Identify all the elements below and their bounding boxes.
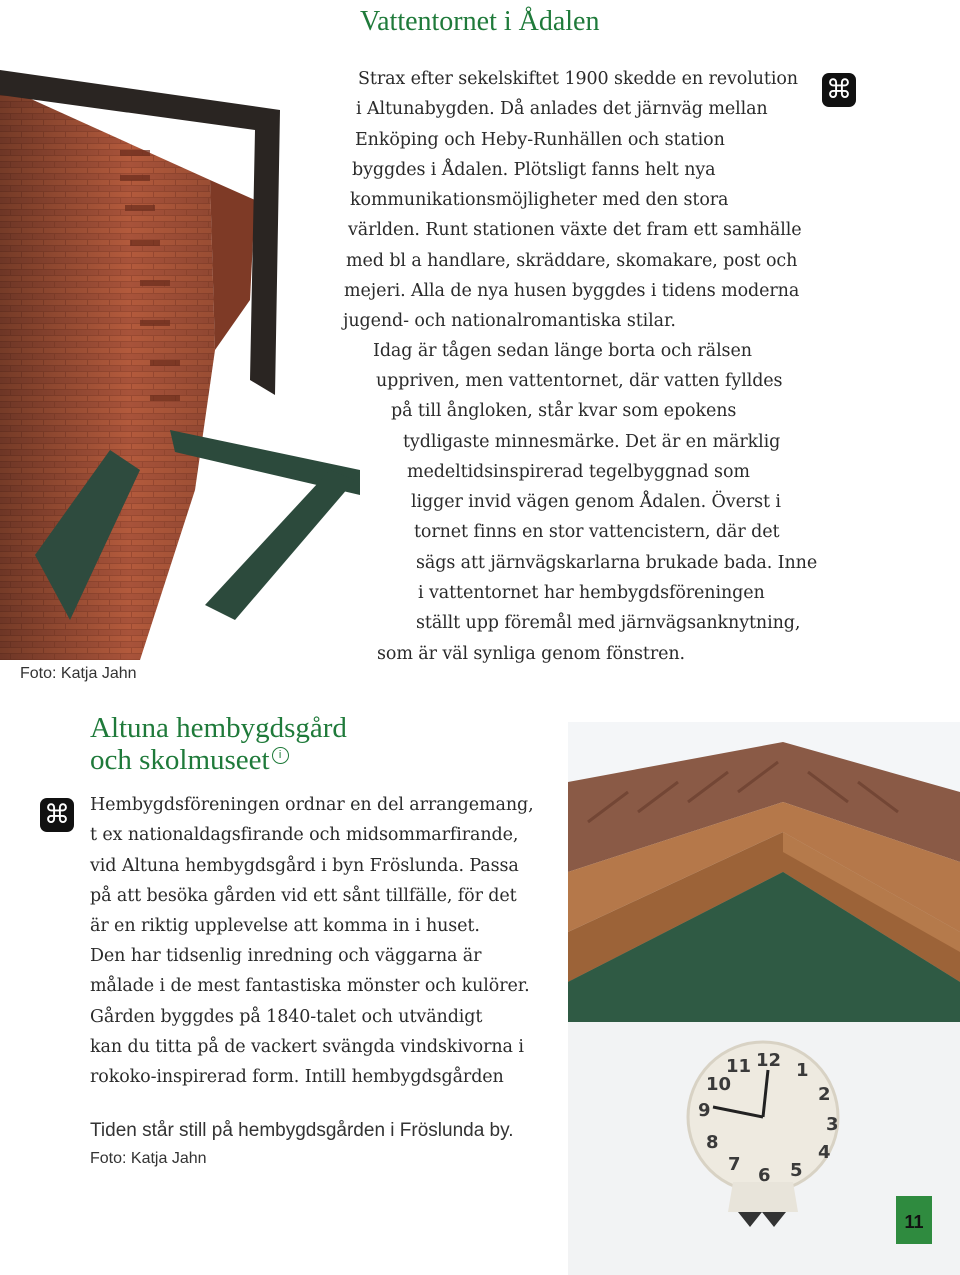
clock-numeral: 9 xyxy=(698,1100,711,1121)
text-line: på att besöka gården vid ett sånt tillfälle, för det xyxy=(90,886,517,906)
text-line: uppriven, men vattentornet, där vatten fylldes xyxy=(376,371,783,391)
clock-numeral: 2 xyxy=(818,1084,831,1105)
text-line: sägs att järnvägskarlarna brukade bada. Inne xyxy=(416,553,818,573)
text-line: tornet finns en stor vattencistern, där det xyxy=(414,522,780,542)
clock-numeral: 3 xyxy=(826,1114,839,1135)
page-number: 11 xyxy=(896,1196,932,1244)
text-line: med bl a handlare, skräddare, skomakare, post och xyxy=(346,251,798,271)
text-line: Strax efter sekelskiftet 1900 skedde en revolution xyxy=(358,69,798,89)
clock-numeral: 1 xyxy=(796,1060,809,1081)
text-line: mejeri. Alla de nya husen byggdes i tidens moderna xyxy=(344,281,800,301)
text-line: kommunikationsmöjligheter med den stora xyxy=(350,190,729,210)
clock-numeral: 6 xyxy=(758,1165,771,1186)
clock-numeral: 5 xyxy=(790,1160,803,1181)
photo-caption: Tiden står still på hembygdsgården i Fröslunda by. xyxy=(90,1120,514,1141)
text-line: ställt upp föremål med järnvägsanknytning, xyxy=(416,613,801,633)
clock-numeral: 10 xyxy=(706,1074,732,1095)
info-icon: i xyxy=(272,747,289,764)
water-tower-photo xyxy=(0,0,360,700)
clock-numeral: 4 xyxy=(818,1142,831,1163)
clock-numeral: 11 xyxy=(726,1056,752,1077)
text-line: rokoko-inspirerad form. Intill hembygdsgården xyxy=(90,1067,504,1087)
text-line: jugend- och nationalromantiska stilar. xyxy=(343,311,676,331)
text-line: Den har tidsenlig inredning och väggarna är xyxy=(90,946,482,966)
text-line: i Altunabygden. Då anlades det järnväg mellan xyxy=(356,99,768,119)
text-line: medeltidsinspirerad tegelbyggnad som xyxy=(407,462,750,482)
clock-numeral: 8 xyxy=(706,1132,719,1153)
photo-credit-top: Foto: Katja Jahn xyxy=(20,665,137,682)
section-title-line2 xyxy=(90,744,289,777)
text-line: i vattentornet har hembygdsföreningen xyxy=(418,583,765,603)
section-title-line1: Altuna hembygdsgård xyxy=(90,712,347,744)
text-line: Idag är tågen sedan länge borta och rälsen xyxy=(373,341,752,361)
command-key-icon: ⌘ xyxy=(40,798,74,832)
text-line: målade i de mest fantastiska mönster och kulörer. xyxy=(90,976,530,996)
text-line: tydligaste minnesmärke. Det är en märklig xyxy=(403,432,781,452)
clock-numeral: 7 xyxy=(728,1154,741,1175)
clock-numeral: 12 xyxy=(756,1050,782,1071)
text-line: ligger invid vägen genom Ådalen. Överst i xyxy=(411,492,781,512)
text-line: Hembygdsföreningen ordnar en del arrangemang, xyxy=(90,795,534,815)
clock-numerals xyxy=(568,722,960,1275)
text-line: på till ångloken, står kvar som epokens xyxy=(391,401,737,421)
section-title-line2-text: och skolmuseet xyxy=(90,744,270,776)
section-title-water-tower: Vattentornet i Ådalen xyxy=(360,6,600,37)
text-line: t ex nationaldagsfirande och midsommarfirande, xyxy=(90,825,519,845)
text-line: Gården byggdes på 1840-talet och utvändigt xyxy=(90,1007,483,1027)
text-line: är en riktig upplevelse att komma in i huset. xyxy=(90,916,480,936)
text-line: som är väl synliga genom fönstren. xyxy=(377,644,686,664)
text-line: kan du titta på de vackert svängda vindskivorna i xyxy=(90,1037,524,1057)
text-line: Enköping och Heby-Runhällen och station xyxy=(355,130,725,150)
photo-credit-bottom: Foto: Katja Jahn xyxy=(90,1150,207,1167)
text-line: byggdes i Ådalen. Plötsligt fanns helt nya xyxy=(352,160,716,180)
command-key-icon: ⌘ xyxy=(822,73,856,107)
text-line: världen. Runt stationen växte det fram ett samhälle xyxy=(348,220,802,240)
text-line: vid Altuna hembygdsgård i byn Fröslunda. Passa xyxy=(90,856,519,876)
